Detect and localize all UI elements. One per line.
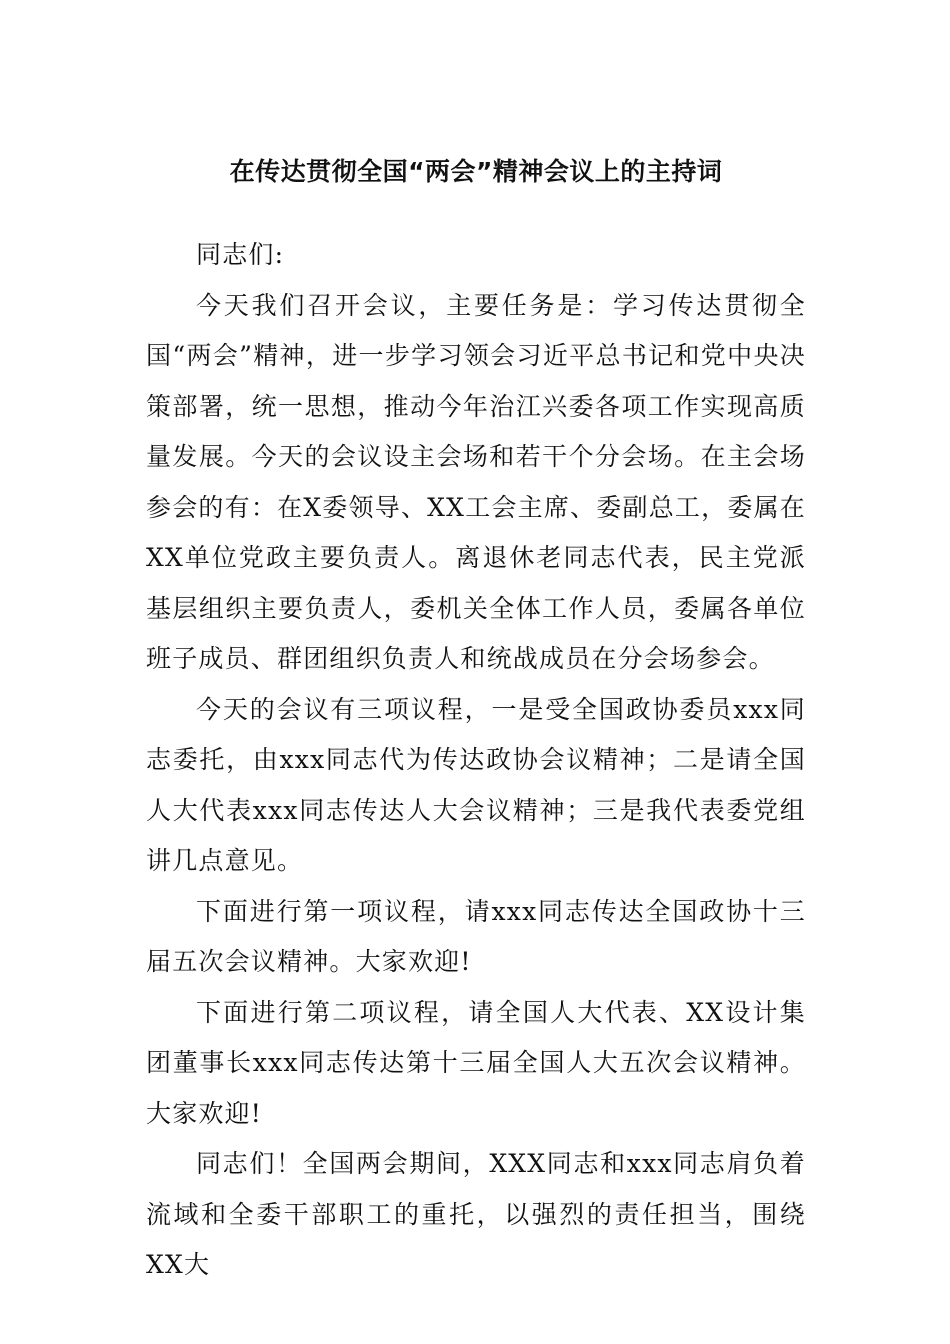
paragraph-agenda: 今天的会议有三项议程，一是受全国政协委员xxx同志委托，由xxx同志代为传达政协会议精神；二是请全国人大代表xxx同志传达人大会议精神；三是我代表委党组讲几点意见。 — [146, 694, 806, 875]
paragraph-first-item: 下面进行第一项议程，请xxx同志传达全国政协十三届五次会议精神。大家欢迎! — [146, 896, 806, 976]
document-title: 在传达贯彻全国“两会”精神会议上的主持词 — [229, 157, 723, 186]
paragraph-second-item: 下面进行第二项议程，请全国人大代表、XX设计集团董事长xxx同志传达第十三届全国人大五次会议精神。大家欢迎! — [146, 997, 806, 1128]
greeting-paragraph: 同志们: — [196, 240, 285, 269]
paragraph-meeting-intro: 今天我们召开会议，主要任务是：学习传达贯彻全国“两会”精神，进一步学习领会习近平总书记和党中央决策部署，统一思想，推动今年治江兴委各项工作实现高质量发展。今天的会议设主会场和若干个分会场。在主会场参会的有：在X委领导、XX工会主席、委副总工，委属在XX单位党政主要负责人。离退休老同志代表，民主党派基层组织主要负责人，委机关全体工作人员，委属各单位班子成员、群团组织负责人和统战成员在分会场参会。 — [146, 290, 806, 673]
paragraph-closing: 同志们！全国两会期间，XXX同志和xxx同志肩负着流域和全委干部职工的重托，以强烈的责任担当，围绕XX大 — [146, 1149, 806, 1279]
document-page — [146, 150, 806, 1291]
